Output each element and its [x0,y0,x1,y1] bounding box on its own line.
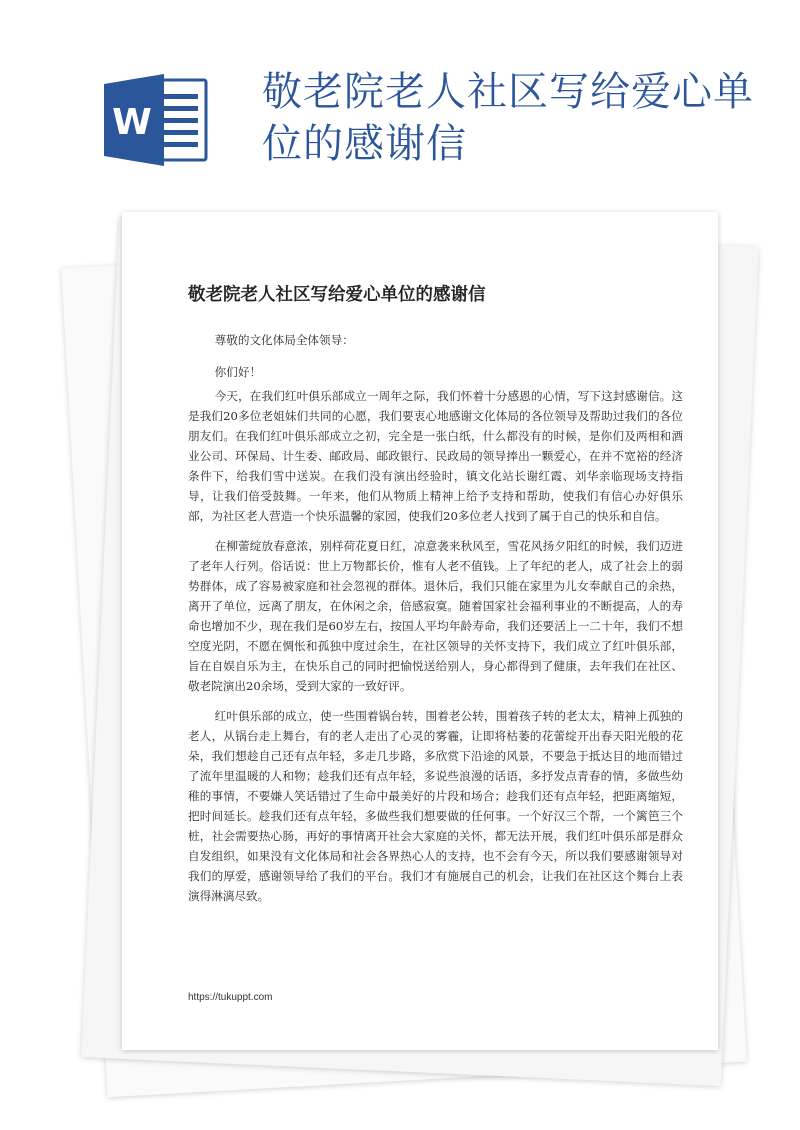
paragraph: 在柳蕾绽放春意浓，别样荷花夏日红，凉意袭来秋风至，雪花风扬夕阳红的时候，我们迈进了老年人行列。俗话说：世上万物都长价，惟有人老不值钱。上了年纪的老人，成了社会上的弱势群体，成了容易被家庭和社会忽视的群体。退休后，我们只能在家里为儿女奉献自己的余热，离开了单位，远离了朋友，在休闲之余，倍感寂寞。随着国家社会福利事业的不断提高，人的寿命也增加不少，现在我们是60岁左右，按国人平均年龄寿命，我们还要活上一二十年，我们不想空度光阴，不愿在惆怅和孤独中度过余生，在社区领导的关怀支持下，我们成立了红叶俱乐部，旨在自娱自乐为主，在快乐自己的同时把愉悦送给别人，身心都得到了健康，去年我们在社区、敬老院演出20余场，受到大家的一致好评。 [188,539,683,693]
paragraph: 红叶俱乐部的成立，使一些围着锅台转，围着老公转，围着孩子转的老太太，精神上孤独的老人，从锅台走上舞台，有的老人走出了心灵的雾霾，让即将枯萎的花蕾绽开出春天阳光般的花朵，我们想趁自己还有点年轻，多走几步路，多欣赏下沿途的风景，不要急于抵达目的地而错过了流年里温暖的人和物；趁我们还有点年轻，多说些浪漫的话语，多抒发点青春的情，多做些幼稚的事情，不要嫌人笑话错过了生命中最美好的片段和场合；趁我们还有点年轻，把距离缩短，把时间延长。趁我们还有点年轻，多做些我们想要做的任何事。一个好汉三个帮，一个篱笆三个桩，社会需要热心肠，再好的事情离开社会大家庭的关怀，都无法开展，我们红叶俱乐部是群众自发组织，如果没有文化体局和社会各界热心人的支持，也不会有今天，所以我们要感谢领导对我们的厚爱，感谢领导给了我们的平台。我们才有施展自己的机会，让我们在社区这个舞台上表演得淋漓尽致。 [188,709,683,903]
document-body [188,330,683,906]
svg-text:W: W [112,102,152,143]
footer-url: https://tukuppt.com [188,992,273,1003]
greeting: 你们好！ [214,365,262,379]
header-title: 敬老院老人社区写给爱心单位的感谢信 [262,69,754,167]
salutation: 尊敬的文化体局全体领导： [214,333,354,347]
word-document-icon [104,72,212,168]
document-title: 敬老院老人社区写给爱心单位的感谢信 [188,285,486,305]
paragraph: 今天，在我们红叶俱乐部成立一周年之际，我们怀着十分感恩的心情，写下这封感谢信。这是我们20多位老姐妹们共同的心愿，我们要衷心地感谢文化体局的各位领导及帮助过我们的各位朋友们。在我们红叶俱乐部成立之初，完全是一张白纸，什么都没有的时候，是你们及两相和酒业公司、环保局、计生委、邮政局、邮政银行、民政局的领导捧出一颗爱心，在并不宽裕的经济条件下，给我们雪中送炭。在我们没有演出经验时，镇文化站长谢红霞、刘华亲临现场支持指导，让我们倍受鼓舞。一年来，他们从物质上精神上给予支持和帮助，使我们有信心办好俱乐部，为社区老人营造一个快乐温馨的家园，使我们20多位老人找到了属于自己的快乐和自信。 [188,389,683,523]
